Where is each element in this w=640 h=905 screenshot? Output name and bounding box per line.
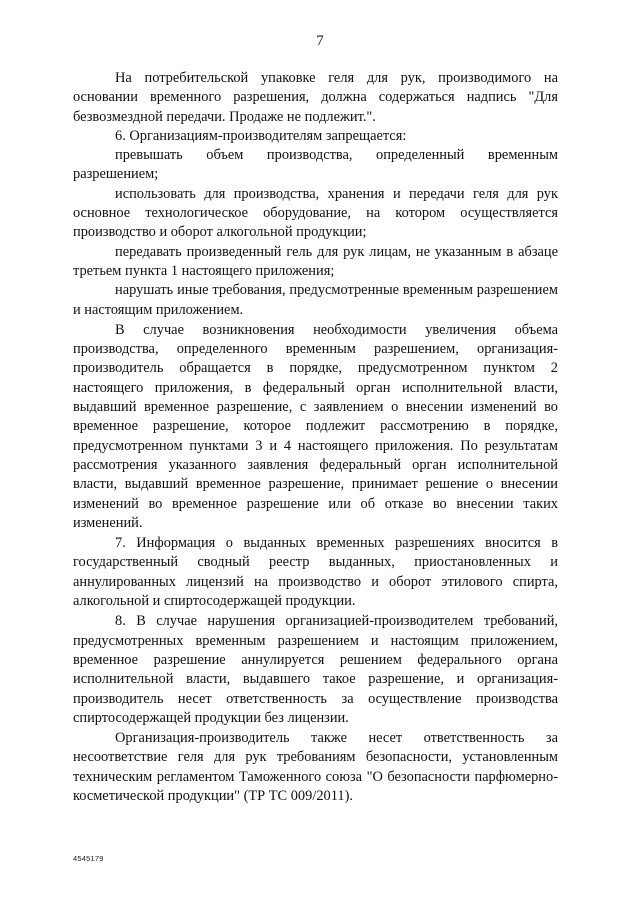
paragraph-section-7: 7. Информация о выданных временных разрешениях вносится в государственный сводный реестр выданных, приостановленных и аннулированных лицензий на производство и оборот этилового спирта, алкогольной и спиртосодержащей продукции.	[73, 535, 558, 610]
paragraph-section-8: 8. В случае нарушения организацией-производителем требований, предусмотренных временным разрешением и настоящим приложением, временное разрешение аннулируется решением федерального органа исполнительной власти, выдавшего такое разрешение, и организация-производитель несет ответственность за осуществление производства спиртосодержащей продукции без лицензии.	[73, 613, 558, 726]
paragraph-prohibition-requirements: нарушать иные требования, предусмотренные временным разрешением и настоящим приложением.	[73, 282, 558, 318]
paragraph-prohibition-equipment: использовать для производства, хранения и передачи геля для рук основное технологическое оборудование, на котором осуществляется производство и оборот алкогольной продукции;	[73, 185, 558, 241]
page-number: 7	[316, 33, 324, 49]
paragraph-prohibition-volume: превышать объем производства, определенный временным разрешением;	[73, 147, 558, 183]
document-body	[73, 69, 558, 806]
paragraph-volume-increase: В случае возникновения необходимости увеличения объема производства, определенного временным разрешением, организация-производитель обращается в порядке, предусмотренном пунктом 2 настоящего приложения, в федеральный орган исполнительной власти, выдавший временное разрешение, с заявлением о внесении изменений во временное разрешение, которое подлежит рассмотрению в порядке, предусмотренном пунктами 3 и 4 настоящего приложения. По результатам рассмотрения указанного заявления федеральный орган исполнительной власти, выдавший временное разрешение, принимает решение о внесении изменений во временное разрешение или об отказе во внесении таких изменений.	[73, 321, 558, 531]
paragraph-liability: Организация-производитель также несет ответственность за несоответствие геля для рук требованиям безопасности, установленным техническим регламентом Таможенного союза "О безопасности парфюмерно-косметической продукции" (ТР ТС 009/2011).	[73, 730, 558, 804]
paragraph-packaging-label: На потребительской упаковке геля для рук, производимого на основании временного разрешения, должна содержаться надпись "Для безвозмездной передачи. Продаже не подлежит.".	[73, 70, 558, 125]
paragraph-section-6-heading: 6. Организациям-производителям запрещается:	[115, 127, 407, 144]
paragraph-prohibition-transfer: передавать произведенный гель для рук лицам, не указанным в абзаце третьем пункта 1 настоящего приложения;	[73, 243, 558, 279]
document-code: 4545179	[73, 854, 104, 863]
